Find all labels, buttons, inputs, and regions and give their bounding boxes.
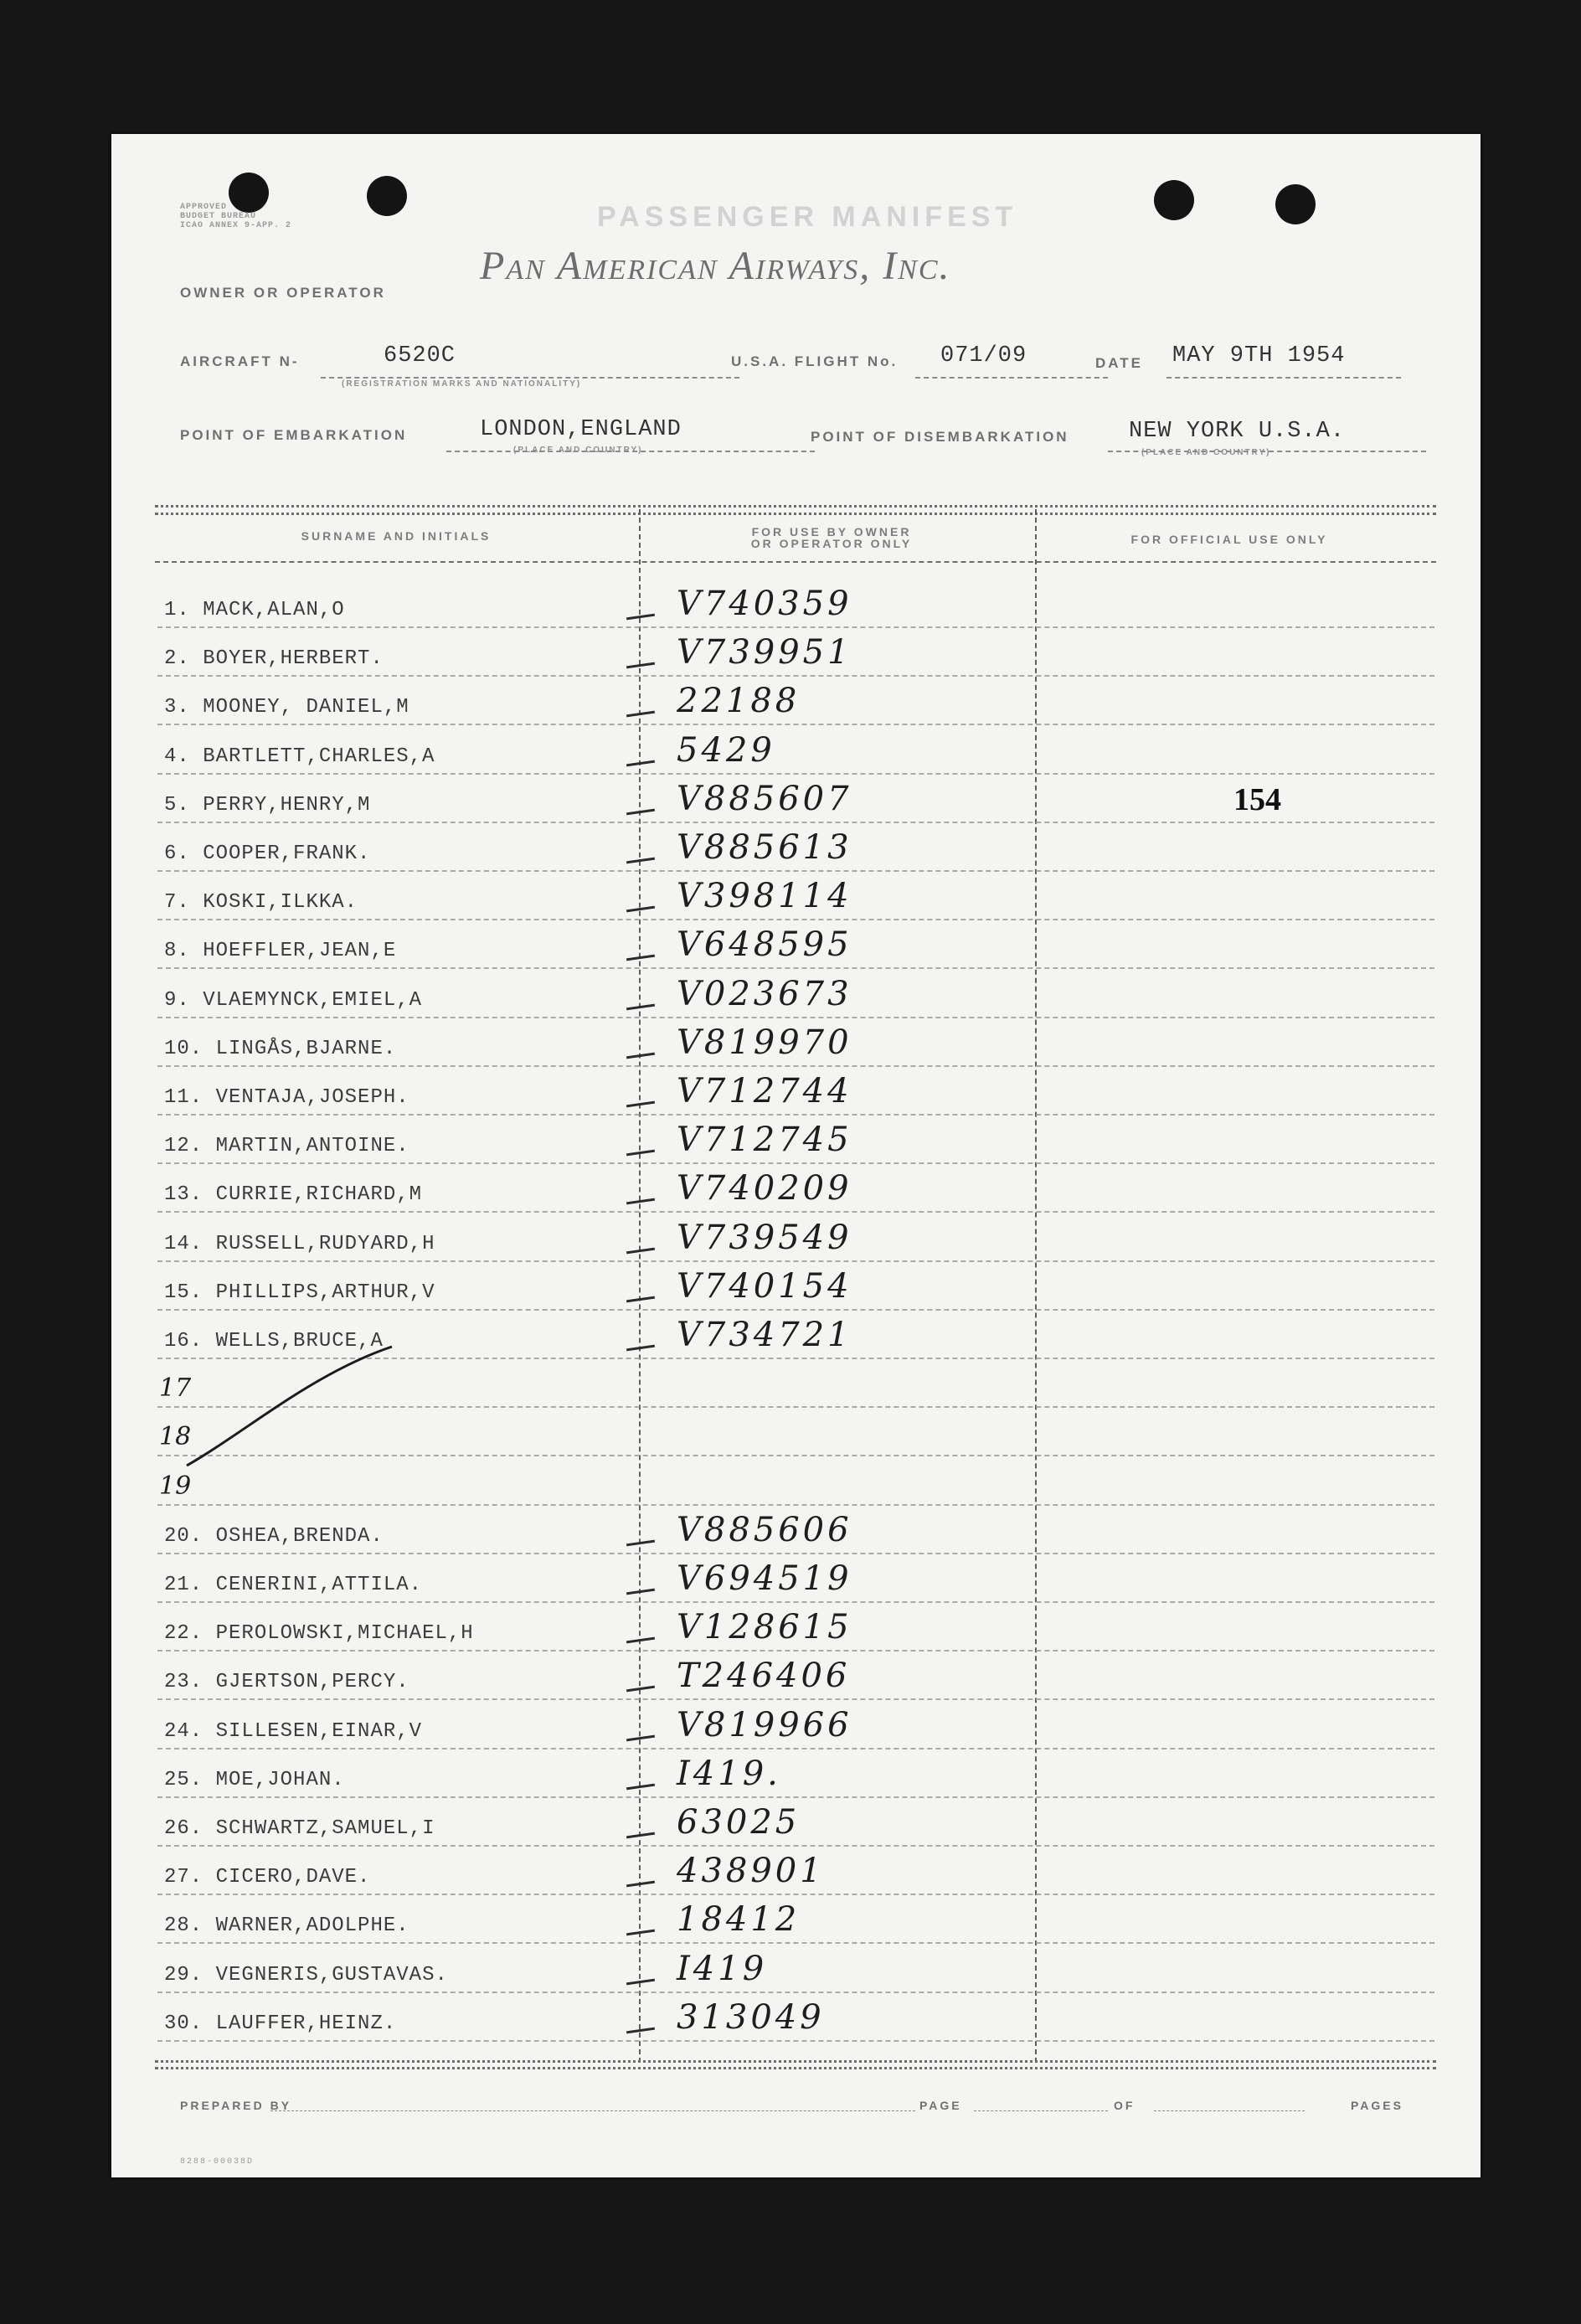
check-dash-icon [626,1198,655,1205]
check-dash-icon [626,955,655,961]
surname-initials: BARTLETT,CHARLES,A [203,745,435,768]
check-dash-icon [626,1101,655,1108]
table-row [157,1796,1434,1847]
surname-initials: MARTIN,ANTOINE. [215,1135,409,1158]
surname-initials: SCHWARTZ,SAMUEL,I [215,1817,435,1840]
col-header-owner-line: OR OPERATOR ONLY [750,537,913,550]
handwritten-code: T246406 [677,1657,851,1696]
handwritten-code: V740359 [677,585,852,623]
table-row [157,1212,1434,1262]
table-row [157,1748,1434,1798]
passenger-name [164,891,358,914]
embarkation-label: POINT OF EMBARKATION [180,427,408,443]
check-dash-icon [626,662,655,669]
row-number: 24. [164,1719,203,1743]
passenger-name [164,1622,474,1645]
check-dash-icon [626,1832,655,1839]
table-row [157,968,1434,1018]
manifest-sheet [111,134,1481,2177]
table-row [157,1650,1434,1700]
table-row [157,1260,1434,1311]
surname-initials: KOSKI,ILKKA. [203,891,358,915]
row-number: 15. [164,1281,203,1304]
surname-initials: BOYER,HERBERT. [203,647,384,671]
row-number: 11. [164,1086,203,1109]
handwritten-code: 438901 [677,1852,825,1891]
table-row [157,1992,1434,2042]
surname-initials: COOPER,FRANK. [203,843,371,865]
check-dash-icon [626,2027,655,2033]
handwritten-code: V648595 [677,925,852,965]
passenger-name [164,1914,409,1937]
handwritten-code: V885613 [677,828,852,867]
field-line [270,2110,915,2111]
row-number: 27. [164,1866,203,1889]
approval-block [180,203,291,230]
row-number: 20. [164,1524,203,1548]
surname-initials: PERRY,HENRY,M [203,793,371,817]
table-row [157,1943,1434,1993]
date-value: MAY 9TH 1954 [1172,343,1346,368]
disembarkation-value: NEW YORK U.S.A. [1129,419,1346,444]
table-row [157,1504,1434,1554]
punch-hole-icon [367,176,407,216]
row-number: 28. [164,1914,203,1938]
row-number: 18 [159,1422,192,1452]
surname-initials: LAUFFER,HEINZ. [215,2012,397,2035]
date-label: DATE [1095,355,1144,371]
surname-initials: MOONEY, DANIEL,M [203,696,409,719]
aircraft-label: AIRCRAFT N- [180,353,300,369]
surname-initials: PEROLOWSKI,MICHAEL,H [215,1622,474,1646]
surname-initials: HOEFFLER,JEAN,E [203,940,397,963]
table-top-rule [155,513,1436,515]
handwritten-code: V740154 [677,1266,852,1306]
surname-initials: VENTAJA,JOSEPH. [215,1086,409,1109]
handwritten-code: V885606 [677,1510,852,1549]
row-number: 8. [164,940,190,963]
handwritten-code: 63025 [677,1803,801,1842]
passenger-name [164,1671,409,1693]
passenger-name [164,599,345,621]
table-row [157,1162,1434,1213]
passenger-name [164,1720,422,1743]
col-header-owner [639,526,1024,549]
field-line [1166,377,1401,379]
flight-label: U.S.A. FLIGHT No. [731,353,899,369]
owner-label: OWNER OR OPERATOR [180,285,386,301]
row-number: 6. [164,843,190,865]
table-row [157,1553,1434,1603]
official-use-number: 154 [1233,782,1281,817]
handwritten-code: V023673 [677,974,852,1013]
row-number: 1. [164,599,190,621]
handwritten-code: 22188 [677,682,801,721]
passenger-name [164,1525,384,1548]
table-bottom-rule [155,2067,1436,2069]
row-number: 29. [164,1963,203,1986]
approval-line: ICAO ANNEX 9-APP. 2 [180,221,292,230]
row-number: 25. [164,1768,203,1791]
check-dash-icon [626,808,655,815]
row-number: 16. [164,1330,203,1353]
surname-initials: CICERO,DAVE. [215,1866,371,1889]
check-dash-icon [626,1930,655,1936]
check-dash-icon [626,1881,655,1888]
passenger-name [164,1964,448,1986]
passenger-name [164,1281,435,1304]
table-row [157,919,1434,969]
table-row [157,1065,1434,1116]
check-dash-icon [626,1345,655,1352]
disembarkation-label: POINT OF DISEMBARKATION [811,429,1069,445]
table-row [157,822,1434,872]
handwritten-code: V712745 [677,1121,852,1160]
check-dash-icon [626,1978,655,1985]
handwritten-code: I419 [677,1949,768,1988]
table-row [157,626,1434,677]
passenger-name [164,745,435,768]
passenger-name [164,1233,435,1255]
aircraft-value: 6520C [384,343,456,368]
row-number: 21. [164,1574,203,1596]
surname-initials: VEGNERIS,GUSTAVAS. [215,1963,448,1986]
row-number: 3. [164,696,190,719]
handwritten-code: 18412 [677,1900,801,1940]
row-number: 13. [164,1183,203,1207]
passenger-name [164,843,370,865]
table-row [157,1699,1434,1749]
table-row [157,1894,1434,1944]
row-number: 17 [159,1373,192,1404]
handwritten-code: V734721 [677,1316,852,1354]
surname-initials: CENERINI,ATTILA. [215,1574,423,1596]
check-dash-icon [626,1296,655,1302]
of-label: OF [1114,2099,1136,2112]
handwritten-code: V739549 [677,1218,852,1257]
table-row [157,1601,1434,1652]
passenger-name [164,647,384,670]
field-line [321,377,739,379]
check-dash-icon [626,1539,655,1546]
row-number: 10. [164,1037,203,1060]
row-number: 23. [164,1671,203,1694]
embarkation-value: LONDON,ENGLAND [480,417,682,442]
disembarkation-sublabel: (PLACE AND COUNTRY) [1141,448,1271,457]
handwritten-code: I419. [677,1754,781,1793]
flight-value: 071/09 [940,343,1027,368]
passenger-name [164,1769,345,1791]
check-dash-icon [626,1052,655,1059]
row-number: 12. [164,1135,203,1158]
manifest-title: PASSENGER MANIFEST [597,201,1018,233]
pages-label: PAGES [1351,2099,1403,2112]
handwritten-code: V885607 [677,779,852,818]
row-number: 22. [164,1622,203,1646]
handwritten-code: V740209 [677,1169,852,1208]
passenger-name [164,1817,435,1840]
table-row [157,1017,1434,1067]
aircraft-sublabel: (REGISTRATION MARKS AND NATIONALITY) [342,379,582,389]
row-number: 30. [164,2012,203,2035]
strike-through-line [170,1340,421,1474]
row-number: 26. [164,1817,203,1840]
check-dash-icon [626,1686,655,1693]
surname-initials: RUSSELL,RUDYARD,H [215,1232,435,1255]
passenger-name [164,1135,409,1157]
col-header-official: FOR OFFICIAL USE ONLY [1130,533,1328,546]
row-number: 5. [164,793,190,817]
passenger-name [164,696,409,719]
punch-hole-icon [1154,180,1194,220]
passenger-name [164,2012,396,2035]
table-row [157,1114,1434,1164]
table-row [157,724,1434,775]
table-bottom-rule [155,2060,1436,2063]
handwritten-code: V128615 [677,1608,852,1647]
field-line [974,2110,1108,2111]
row-number: 19 [159,1471,192,1501]
handwritten-code: 313049 [677,1997,825,2037]
handwritten-code: V819966 [677,1705,852,1744]
surname-initials: WARNER,ADOLPHE. [215,1914,409,1938]
header-rule [155,561,1436,563]
check-dash-icon [626,1783,655,1790]
handwritten-code: V712744 [677,1072,852,1110]
passenger-name [164,1183,422,1206]
approval-line: BUDGET BUREAU [180,212,257,221]
check-dash-icon [626,1150,655,1157]
check-dash-icon [626,1589,655,1595]
passenger-name [164,1866,370,1889]
row-number: 4. [164,745,190,768]
surname-initials: WELLS,BRUCE,A [215,1330,384,1353]
surname-initials: MACK,ALAN,O [203,599,345,621]
surname-initials: SILLESEN,EINAR,V [215,1719,423,1743]
check-dash-icon [626,760,655,766]
check-dash-icon [626,614,655,621]
company-name: Pan American Airways, Inc. [480,244,951,288]
surname-initials: CURRIE,RICHARD,M [215,1183,423,1207]
surname-initials: MOE,JOHAN. [215,1768,345,1791]
row-number: 2. [164,647,190,671]
passenger-name [164,1574,422,1596]
check-dash-icon [626,711,655,718]
field-line [1154,2110,1305,2111]
table-row [157,675,1434,725]
passenger-name [164,1038,396,1060]
embarkation-sublabel: (PLACE AND COUNTRY) [513,446,643,455]
handwritten-code: V398114 [677,877,852,916]
check-dash-icon [626,1734,655,1741]
surname-initials: GJERTSON,PERCY. [215,1671,409,1694]
surname-initials: LINGÅS,BJARNE. [215,1037,397,1060]
form-number: 8288-00038D [180,2157,255,2167]
check-dash-icon [626,906,655,913]
surname-initials: VLAEMYNCK,EMIEL,A [203,988,423,1012]
row-number: 9. [164,988,190,1012]
passenger-name [164,794,370,817]
handwritten-code: 5429 [677,730,775,770]
surname-initials: OSHEA,BRENDA. [215,1524,384,1548]
check-dash-icon [626,858,655,864]
passenger-name [164,989,422,1012]
col-header-owner-line: FOR USE BY OWNER [751,525,912,538]
table-top-rule [155,505,1436,508]
surname-initials: PHILLIPS,ARTHUR,V [215,1281,435,1304]
row-number: 7. [164,891,190,915]
field-line [915,377,1108,379]
passenger-name [164,940,396,962]
check-dash-icon [626,1247,655,1254]
punch-hole-icon [1275,184,1316,224]
table-row [157,870,1434,920]
approval-line: APPROVED [180,203,228,212]
row-number: 14. [164,1232,203,1255]
handwritten-code: V739951 [677,633,852,672]
table-row [157,578,1434,628]
handwritten-code: V694519 [677,1559,852,1598]
prepared-by-label: PREPARED BY [180,2099,292,2112]
page-label: PAGE [919,2099,962,2112]
table-row [157,1845,1434,1895]
handwritten-code: V819970 [677,1023,852,1062]
check-dash-icon [626,1637,655,1644]
col-header-surname: SURNAME AND INITIALS [301,529,492,543]
passenger-name [164,1086,409,1109]
check-dash-icon [626,1003,655,1010]
